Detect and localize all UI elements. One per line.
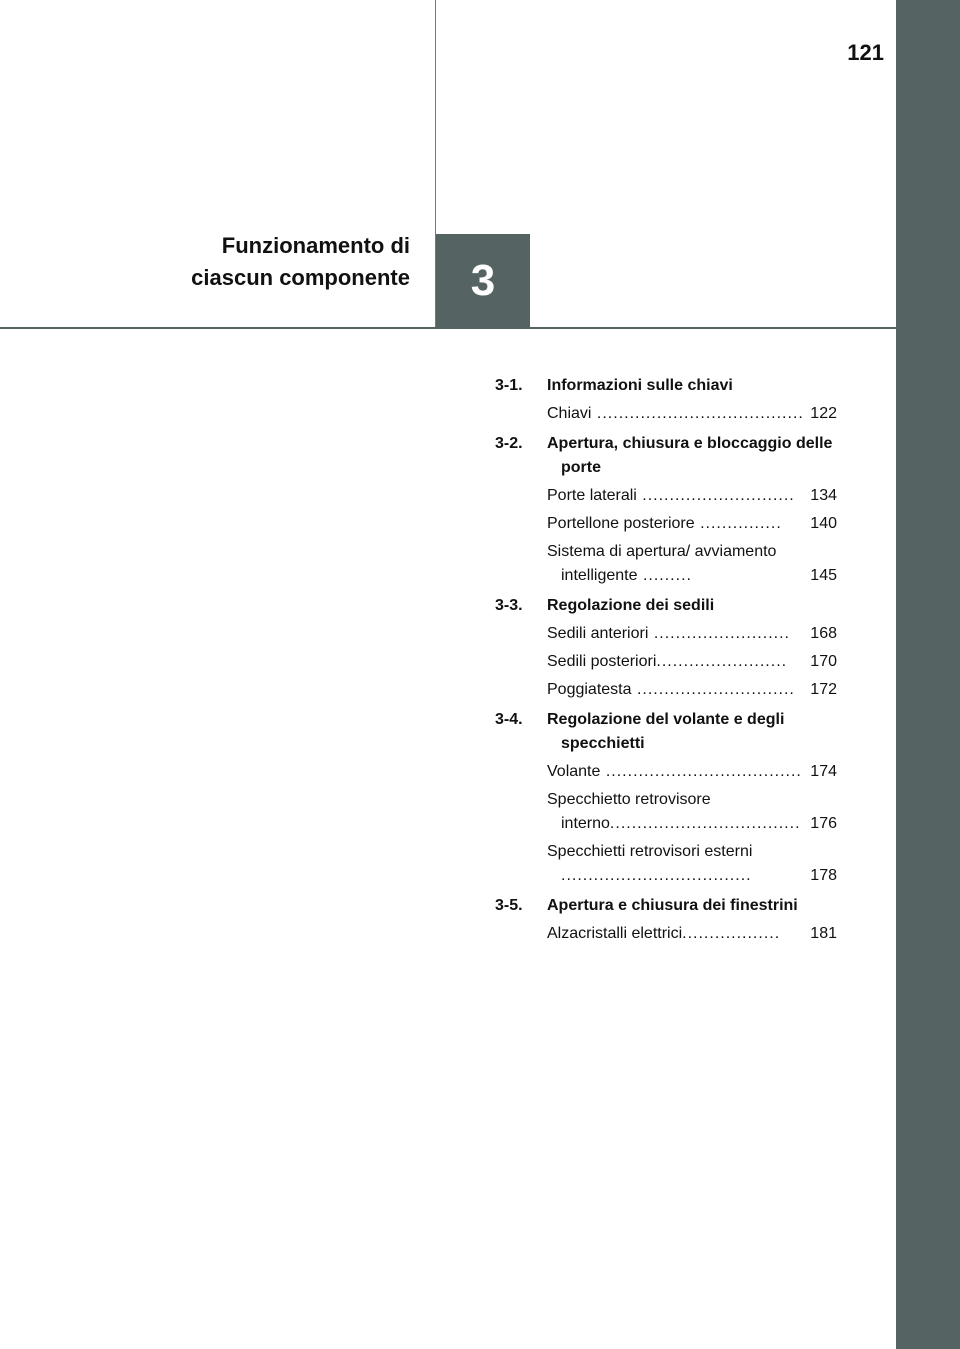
toc-entry-page: 176 [810,815,837,832]
toc-entry-title: Specchietti retrovisori esterni [547,843,753,860]
toc-entry[interactable] [495,922,837,946]
toc-entry-title: Poggiatesta [547,681,632,698]
toc-entry-page: 122 [810,405,837,422]
chapter-side-bar [896,0,960,1349]
toc-entry-page: 170 [810,653,837,670]
toc-entry-leader-dots: ......... [637,567,692,584]
toc-section [495,432,837,588]
toc-entry-page: 178 [810,867,837,884]
toc-entry[interactable] [495,788,837,836]
chapter-title [100,230,410,294]
toc-entry-page: 134 [810,487,837,504]
chapter-title-line-1: Funzionamento di [221,233,410,258]
toc-entry-page: 181 [810,925,837,942]
toc-section-number: 3-5. [495,897,523,914]
toc-section-title[interactable]: Informazioni sulle chiavi [547,377,733,394]
chapter-number: 3 [470,256,496,305]
toc-entry-title-wrap [547,402,808,426]
toc-entry-title-wrap [547,788,808,836]
toc-entry-leader-dots: ............... [694,515,782,532]
toc-section-title[interactable]: Apertura e chiusura dei finestrini [547,897,798,914]
toc-section-heading [495,374,837,398]
toc-section-title[interactable]: Regolazione del volante e degli specchietti [547,711,785,752]
toc-entry-title-wrap [547,540,808,588]
toc-entry-title-wrap [547,840,808,888]
toc-section-number: 3-2. [495,435,523,452]
toc-entry-title: Sedili anteriori [547,625,649,642]
toc-entry-leader-dots: ............................ [636,487,795,504]
toc-section [495,594,837,702]
toc-entry[interactable] [495,760,837,784]
toc-entry-leader-dots: ...................................... [591,405,804,422]
toc-entry[interactable] [495,512,837,536]
toc-section [495,374,837,426]
table-of-contents [495,374,837,952]
toc-entry-leader-dots: ......................... [648,625,790,642]
toc-entry[interactable] [495,402,837,426]
toc-entry-title: Porte laterali [547,487,637,504]
toc-section-title[interactable]: Apertura, chiusura e bloccaggio delle porte [547,435,833,476]
toc-entry-leader-dots: ............................. [631,681,795,698]
toc-entry[interactable] [495,484,837,508]
toc-entry-title: Alzacristalli elettrici [547,925,683,942]
toc-entry-page: 140 [810,515,837,532]
toc-entry[interactable] [495,678,837,702]
toc-section-heading [495,894,837,918]
toc-entry[interactable] [495,540,837,588]
toc-section-heading [495,432,837,480]
toc-entry-title: Portellone posteriore [547,515,695,532]
toc-section-title[interactable]: Regolazione dei sedili [547,597,715,614]
toc-entry-leader-dots: ................................... [609,815,801,832]
toc-entry-title: Volante [547,763,601,780]
toc-entry-page: 174 [810,763,837,780]
toc-entry-title-wrap [547,922,808,946]
page-number: 121 [847,40,884,65]
toc-entry-title: Sistema di apertura/ avviamento intelligente [547,543,777,584]
toc-entry[interactable] [495,840,837,888]
toc-section-heading [495,594,837,618]
toc-entry-title: Sedili posteriori [547,653,657,670]
toc-entry-leader-dots: ........................ [656,653,788,670]
toc-section-heading [495,708,837,756]
toc-entry-leader-dots: .................. [682,925,781,942]
toc-entry-leader-dots: ................................... [561,867,752,884]
toc-entry-page: 168 [810,625,837,642]
toc-entry-title-wrap [547,678,808,702]
toc-entry-title-wrap [547,484,808,508]
toc-entry-page: 172 [810,681,837,698]
toc-entry-title-wrap [547,760,808,784]
toc-section [495,894,837,946]
toc-entry-title: Specchietto retrovisore interno [547,791,711,832]
toc-entry-title-wrap [547,650,808,674]
toc-entry-page: 145 [810,567,837,584]
toc-section-number: 3-1. [495,377,523,394]
toc-entry-title: Chiavi [547,405,592,422]
toc-section [495,708,837,888]
toc-section-number: 3-3. [495,597,523,614]
toc-entry[interactable] [495,650,837,674]
chapter-title-line-2: ciascun componente [191,265,410,290]
toc-entry-title-wrap [547,622,808,646]
toc-section-number: 3-4. [495,711,523,728]
toc-entry-title-wrap [547,512,808,536]
chapter-number-box [436,234,530,328]
toc-entry-leader-dots: .................................... [600,763,802,780]
toc-entry[interactable] [495,622,837,646]
